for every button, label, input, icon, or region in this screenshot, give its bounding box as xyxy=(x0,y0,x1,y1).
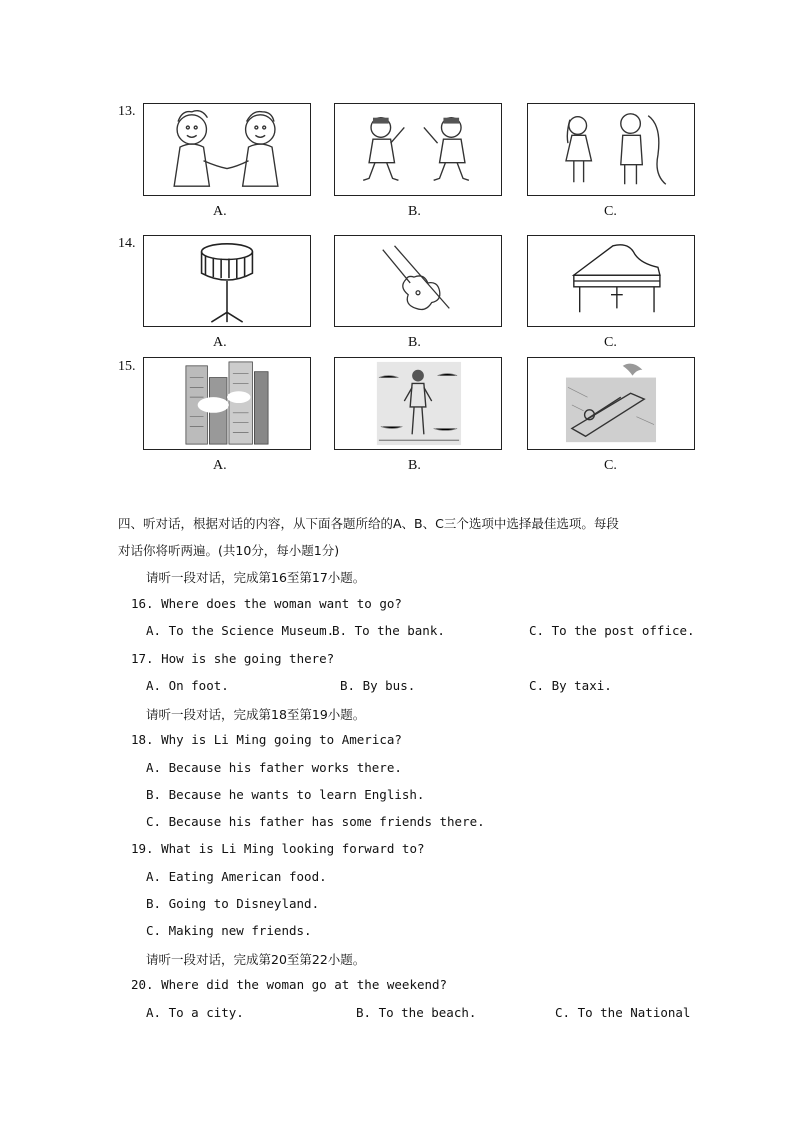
q13-picture-a xyxy=(143,103,311,196)
q15-picture-a xyxy=(143,357,311,450)
q14-picture-b xyxy=(334,235,502,327)
question-16-stem: 16. Where does the woman want to go? xyxy=(131,596,402,611)
q13-picture-b xyxy=(334,103,502,196)
q16-option-b: B. To the bank. xyxy=(332,623,445,638)
q19-option-c: C. Making new friends. xyxy=(146,923,312,938)
question-13-number: 13. xyxy=(118,104,136,119)
q20-option-a: A. To a city. xyxy=(146,1005,244,1020)
q14-option-b-label: B. xyxy=(408,335,421,350)
instruction-16-17: 请听一段对话，完成第16至第17小题。 xyxy=(146,570,366,585)
man-at-beach-icon xyxy=(335,358,501,449)
handshake-boys-icon xyxy=(144,104,310,195)
q14-option-a-label: A. xyxy=(213,335,227,350)
question-19-stem: 19. What is Li Ming looking forward to? xyxy=(131,841,425,856)
city-buildings-icon xyxy=(144,358,310,449)
q13-option-b-label: B. xyxy=(408,204,421,219)
section4-heading-line1: 四、听对话，根据对话的内容，从下面各题所给的A、B、C三个选项中选择最佳选项。每段 xyxy=(118,516,619,531)
q16-option-c: C. To the post office. xyxy=(529,623,695,638)
q17-option-a: A. On foot. xyxy=(146,678,229,693)
q18-option-c: C. Because his father has some friends there. xyxy=(146,814,485,829)
question-20-stem: 20. Where did the woman go at the weekend? xyxy=(131,977,448,992)
q18-option-a: A. Because his father works there. xyxy=(146,760,402,775)
q14-picture-c xyxy=(527,235,695,327)
q15-picture-b xyxy=(334,357,502,450)
question-18-stem: 18. Why is Li Ming going to America? xyxy=(131,732,402,747)
section4-heading-line2: 对话你将听两遍。(共10分，每小题1分) xyxy=(118,543,340,558)
q18-option-b: B. Because he wants to learn English. xyxy=(146,787,425,802)
q20-option-c: C. To the National xyxy=(555,1005,691,1020)
q14-picture-a xyxy=(143,235,311,327)
instruction-18-19: 请听一段对话，完成第18至第19小题。 xyxy=(146,707,366,722)
q15-option-a-label: A. xyxy=(213,458,227,473)
drum-icon xyxy=(144,236,310,326)
q20-option-b: B. To the beach. xyxy=(356,1005,477,1020)
q14-option-c-label: C. xyxy=(604,335,617,350)
q13-option-a-label: A. xyxy=(213,204,227,219)
q19-option-a: A. Eating American food. xyxy=(146,869,327,884)
q13-option-c-label: C. xyxy=(604,204,617,219)
instruction-20-22: 请听一段对话，完成第20至第22小题。 xyxy=(146,952,366,967)
q15-option-b-label: B. xyxy=(408,458,421,473)
q15-option-c-label: C. xyxy=(604,458,617,473)
q19-option-b: B. Going to Disneyland. xyxy=(146,896,320,911)
girl-boy-talking-icon xyxy=(528,104,694,195)
q13-picture-c xyxy=(527,103,695,196)
q17-option-b: B. By bus. xyxy=(340,678,416,693)
piano-icon xyxy=(528,236,694,326)
question-14-number: 14. xyxy=(118,236,136,251)
sun-lounger-icon xyxy=(528,358,694,449)
q17-option-c: C. By taxi. xyxy=(529,678,612,693)
question-17-stem: 17. How is she going there? xyxy=(131,651,335,666)
violin-icon xyxy=(335,236,501,326)
question-15-number: 15. xyxy=(118,359,136,374)
q15-picture-c xyxy=(527,357,695,450)
q16-option-a: A. To the Science Museum. xyxy=(146,623,335,638)
waving-boys-icon xyxy=(335,104,501,195)
